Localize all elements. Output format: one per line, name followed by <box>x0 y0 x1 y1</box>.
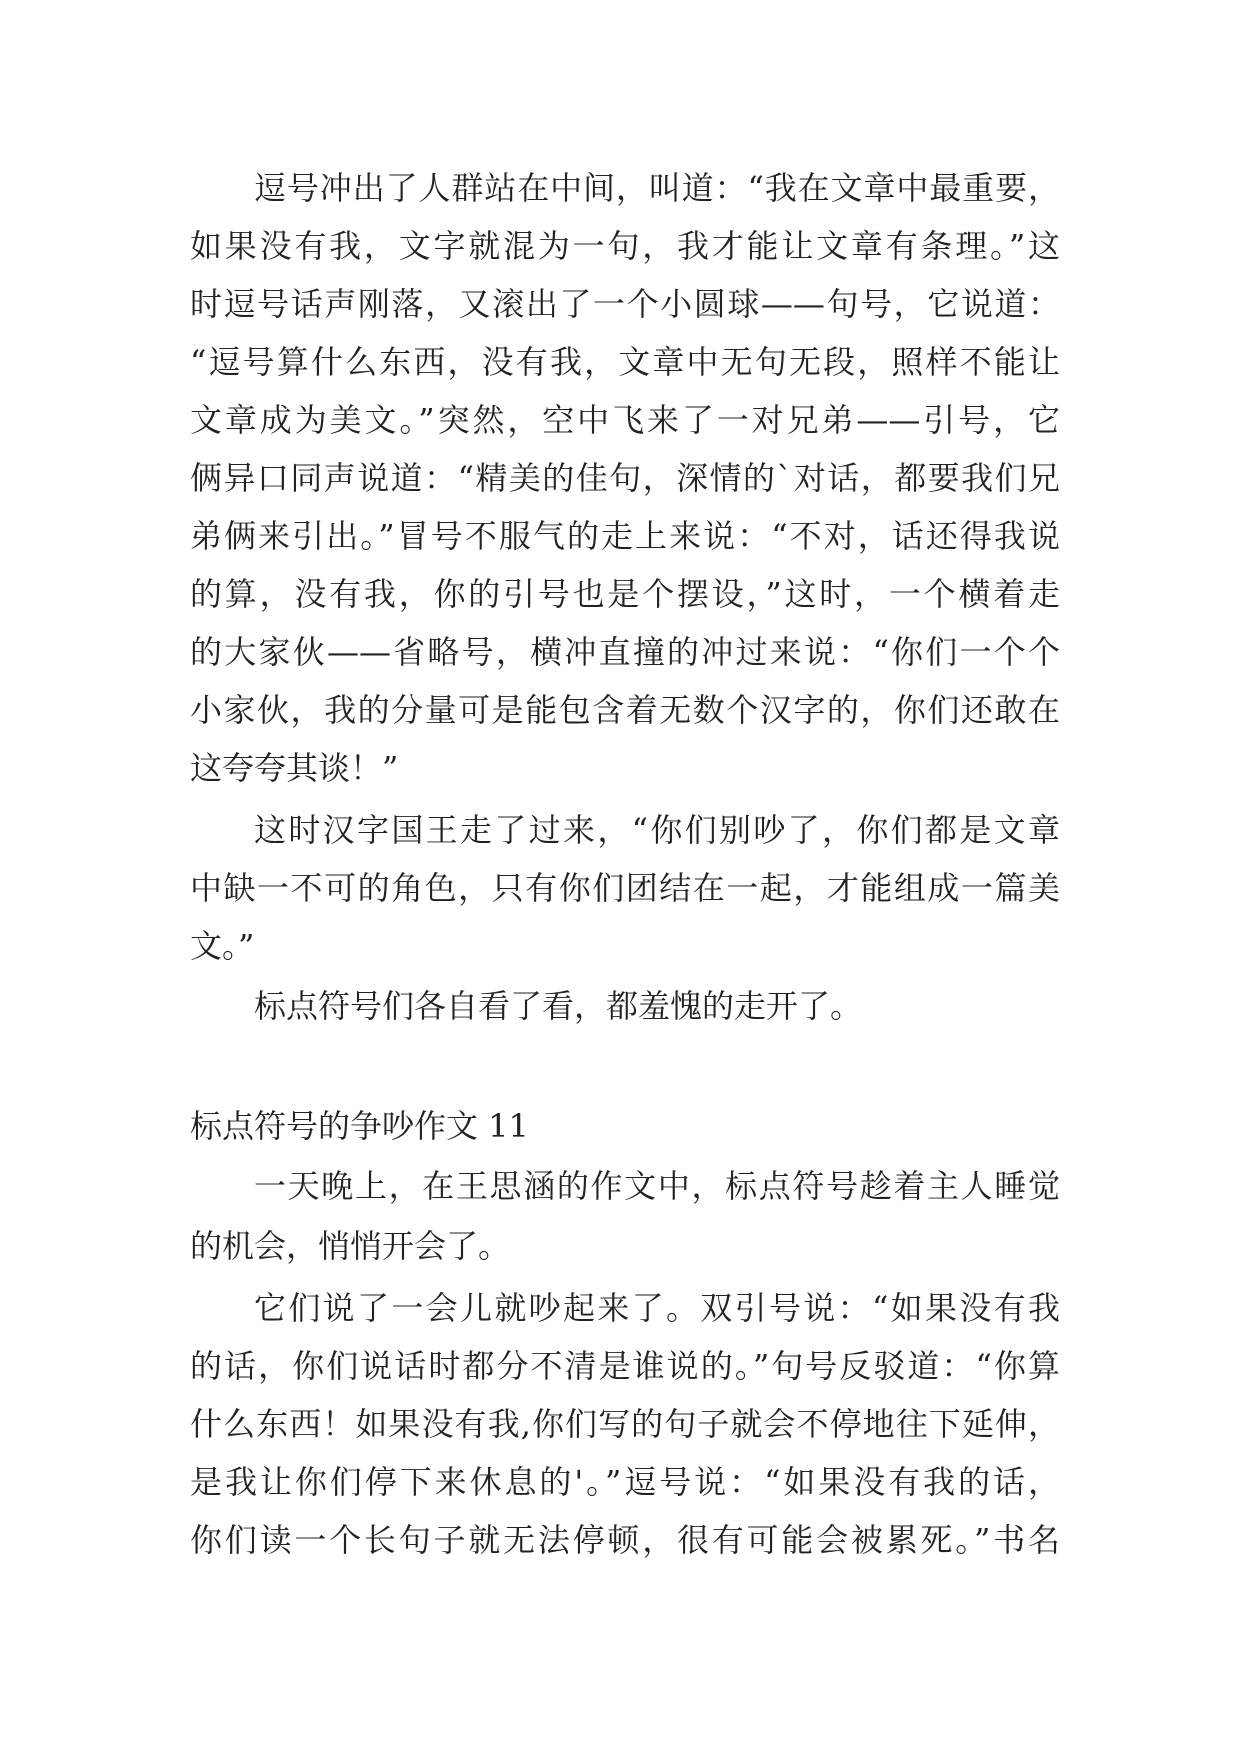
section-title: 标点符号的争吵作文 11 <box>190 1107 529 1145</box>
paragraph-line: 文。” <box>190 927 255 965</box>
paragraph-line: “逗号算什么东西，没有我，文章中无句无段，照样不能让 <box>190 343 1060 381</box>
paragraph-line: 时逗号话声刚落，又滚出了一个小圆球——句号，它说道： <box>190 285 1060 323</box>
paragraph-line: 一天晚上，在王思涵的作文中，标点符号趁着主人睡觉 <box>254 1167 1060 1205</box>
paragraph-line: 文章成为美文。”突然，空中飞来了一对兄弟——引号，它 <box>190 401 1060 439</box>
paragraph-line: 的话，你们说话时都分不清是谁说的。”句号反驳道：“你算 <box>190 1347 1060 1385</box>
paragraph-line: 标点符号们各自看了看，都羞愧的走开了。 <box>254 987 863 1025</box>
paragraph-line: 是我让你们停下来休息的'。”逗号说：“如果没有我的话， <box>190 1463 1060 1501</box>
paragraph-line: 这夸夸其谈！” <box>190 749 399 787</box>
paragraph-line: 逗号冲出了人群站在中间，叫道：“我在文章中最重要， <box>254 169 1060 207</box>
paragraph-line: 俩异口同声说道：“精美的佳句，深情的`对话，都要我们兄 <box>190 459 1060 497</box>
paragraph-line: 如果没有我，文字就混为一句，我才能让文章有条理。”这 <box>190 227 1060 265</box>
paragraph-line: 你们读一个长句子就无法停顿，很有可能会被累死。”书名 <box>190 1521 1060 1559</box>
paragraph-line: 中缺一不可的角色，只有你们团结在一起，才能组成一篇美 <box>190 869 1060 907</box>
paragraph-line: 的算，没有我，你的引号也是个摆设，”这时，一个横着走 <box>190 575 1060 613</box>
paragraph-line: 的大家伙——省略号，横冲直撞的冲过来说：“你们一个个 <box>190 633 1060 671</box>
paragraph-line: 小家伙，我的分量可是能包含着无数个汉字的，你们还敢在 <box>190 691 1060 729</box>
paragraph-line: 弟俩来引出。”冒号不服气的走上来说：“不对，话还得我说 <box>190 517 1060 555</box>
paragraph-line: 它们说了一会儿就吵起来了。双引号说：“如果没有我 <box>254 1289 1060 1327</box>
paragraph-line: 什么东西！如果没有我,你们写的句子就会不停地往下延伸， <box>190 1405 1060 1443</box>
paragraph-line: 这时汉字国王走了过来，“你们别吵了，你们都是文章 <box>254 811 1060 849</box>
paragraph-line: 的机会，悄悄开会了。 <box>190 1227 511 1265</box>
